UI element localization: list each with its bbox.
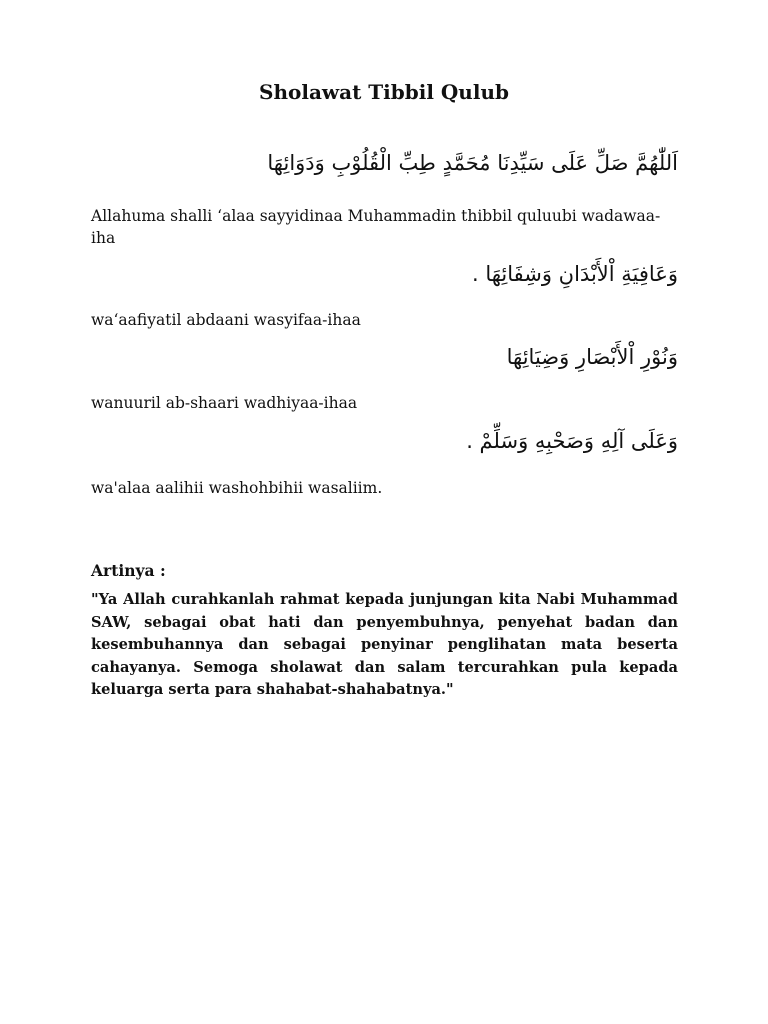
verse-4-arabic: وَعَلَى آلِهِ وَصَحْبِهِ وَسَلِّمْ . [466, 429, 678, 453]
meaning-text: "Ya Allah curahkanlah rahmat kepada junjungan kita Nabi Muhammad SAW, sebagai obat hati dan penyembuhnya, penyehat badan dan kesembuhannya dan sebagai penyinar penglihatan mata beserta cahayanya. Semoga sholawat dan salam tercurahkan pula kepada keluarga serta para shahabat-shahabatnya." [91, 591, 678, 698]
verse-4-latin: wa'alaa aalihii washohbihii wasaliim. [91, 479, 383, 497]
meaning-label: Artinya : [91, 561, 166, 580]
verse-2-arabic: وَعَافِيَةِ اْلأَبْدَانِ وَشِفَائِهَا . [471, 262, 678, 286]
verse-3-latin: wanuuril ab-shaari wadhiyaa-ihaa [91, 394, 358, 412]
verse-3-arabic: وَنُوْرِ اْلأَبْصَارِ وَضِيَائِهَا [506, 345, 678, 369]
page-title: Sholawat Tibbil Qulub [259, 80, 509, 104]
verse-1-latin: Allahuma shalli ‘alaa sayyidinaa Muhammadin thibbil quluubi wadawaa-iha [91, 207, 661, 247]
verse-2-latin: wa‘aafiyatil abdaani wasyifaa-ihaa [91, 311, 361, 329]
verse-1-arabic: اَللّٰهُمَّ صَلِّ عَلَى سَيِّدِنَا مُحَمَّدٍ طِبِّ الْقُلُوْبِ وَدَوَائِهَا [267, 151, 678, 175]
